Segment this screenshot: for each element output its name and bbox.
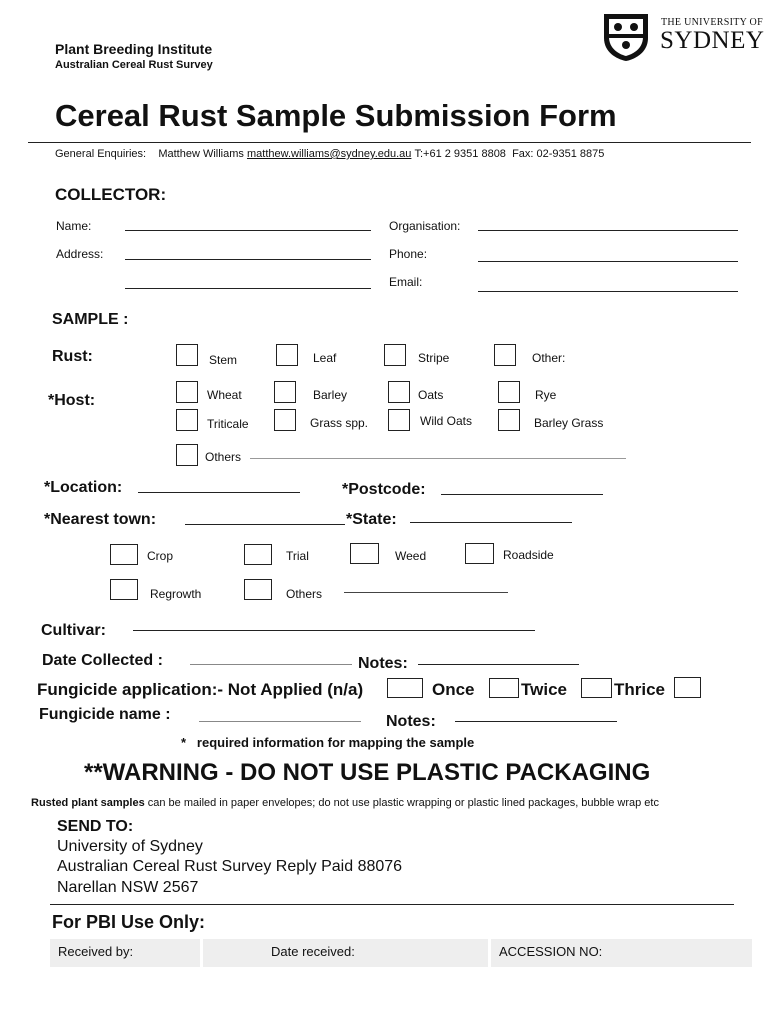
- host-wheat-label: Wheat: [207, 388, 242, 402]
- organisation-label: Organisation:: [389, 219, 461, 233]
- address-label: Address:: [56, 247, 104, 261]
- rust-stripe-label: Stripe: [418, 351, 450, 365]
- send-to-heading: SEND TO:: [57, 818, 134, 835]
- warning-text: Rusted plant samples can be mailed in paper envelopes; do not use plastic wrapping or plastic lined packages, bubble wrap etc: [31, 797, 659, 809]
- university-name: SYDNEY: [660, 27, 765, 54]
- notes-label: Notes:: [358, 655, 408, 672]
- date-collected-label: Date Collected :: [42, 652, 163, 669]
- cultivar-label: Cultivar:: [41, 622, 106, 639]
- fungicide-application-label: Fungicide application:- Not Applied (n/a): [37, 680, 364, 699]
- host-oats-checkbox[interactable]: [388, 381, 410, 403]
- received-by-cell[interactable]: Received by:: [50, 939, 200, 967]
- rust-leaf-checkbox[interactable]: [276, 344, 298, 366]
- cultivar-field[interactable]: [133, 630, 535, 631]
- name-field[interactable]: [125, 230, 371, 231]
- phone-field[interactable]: [478, 261, 738, 262]
- host-wheat-checkbox[interactable]: [176, 381, 198, 403]
- host-others-field[interactable]: [250, 458, 626, 459]
- address-field-line1[interactable]: [125, 259, 371, 260]
- fungicide-twice-checkbox[interactable]: [581, 678, 612, 698]
- site-others-label: Others: [286, 587, 323, 601]
- location-field[interactable]: [138, 492, 300, 493]
- host-barley-label: Barley: [313, 388, 348, 402]
- site-crop-label: Crop: [147, 549, 174, 563]
- fungicide-name-label: Fungicide name :: [39, 706, 171, 723]
- date-collected-field[interactable]: [190, 664, 352, 665]
- fungicide-twice-label: Twice: [521, 680, 567, 699]
- host-triticale-label: Triticale: [207, 417, 249, 431]
- host-others-checkbox[interactable]: [176, 444, 198, 466]
- collector-heading: COLLECTOR:: [55, 185, 167, 204]
- page-title: Cereal Rust Sample Submission Form: [55, 98, 617, 133]
- notes2-field[interactable]: [455, 721, 617, 722]
- state-label: *State:: [346, 511, 397, 528]
- nearest-town-label: *Nearest town:: [44, 511, 157, 528]
- host-barley-grass-checkbox[interactable]: [498, 409, 520, 431]
- rust-other-checkbox[interactable]: [494, 344, 516, 366]
- sample-heading: SAMPLE :: [52, 311, 129, 328]
- host-grass-label: Grass spp.: [310, 416, 369, 430]
- postcode-label: *Postcode:: [342, 481, 426, 498]
- postcode-field[interactable]: [441, 494, 603, 495]
- rust-label: Rust:: [52, 348, 93, 365]
- fungicide-thrice-checkbox[interactable]: [674, 677, 701, 698]
- university-crest-icon: [600, 10, 652, 62]
- send-to-line1: University of Sydney: [57, 838, 203, 855]
- site-trial-label: Trial: [286, 549, 309, 563]
- enquiries-line: General Enquiries: Matthew Williams matthew.williams@sydney.edu.au T:+61 2 9351 8808 Fax: 02-9351 8875: [55, 148, 605, 160]
- site-trial-checkbox[interactable]: [244, 544, 272, 565]
- host-grass-checkbox[interactable]: [274, 409, 296, 431]
- site-regrowth-checkbox[interactable]: [110, 579, 138, 600]
- fungicide-once-label: Once: [432, 680, 475, 699]
- host-others-label: Others: [205, 450, 242, 464]
- host-wild-oats-checkbox[interactable]: [388, 409, 410, 431]
- rust-stem-label: Stem: [209, 353, 238, 367]
- notes-field[interactable]: [418, 664, 579, 665]
- site-roadside-label: Roadside: [503, 548, 554, 562]
- site-others-checkbox[interactable]: [244, 579, 272, 600]
- divider: [50, 904, 734, 905]
- host-wild-oats-label: Wild Oats: [420, 414, 473, 428]
- email-label: Email:: [389, 275, 423, 289]
- rust-other-label: Other:: [532, 351, 566, 365]
- send-to-line2: Australian Cereal Rust Survey Reply Paid 88076: [57, 858, 403, 875]
- address-field-line2[interactable]: [125, 288, 371, 289]
- location-label: *Location:: [44, 479, 123, 496]
- site-crop-checkbox[interactable]: [110, 544, 138, 565]
- rust-leaf-label: Leaf: [313, 351, 337, 365]
- host-label: *Host:: [48, 392, 96, 409]
- site-regrowth-label: Regrowth: [150, 587, 202, 601]
- state-field[interactable]: [410, 522, 572, 523]
- organisation-field[interactable]: [478, 230, 738, 231]
- institute-name: Plant Breeding Institute: [55, 41, 213, 57]
- rust-stem-checkbox[interactable]: [176, 344, 198, 366]
- notes2-label: Notes:: [386, 713, 436, 730]
- host-barley-checkbox[interactable]: [274, 381, 296, 403]
- host-triticale-checkbox[interactable]: [176, 409, 198, 431]
- accession-cell[interactable]: ACCESSION NO:: [491, 939, 752, 967]
- fungicide-thrice-label: Thrice: [614, 680, 666, 699]
- host-rye-label: Rye: [535, 388, 557, 402]
- host-barley-grass-label: Barley Grass: [534, 416, 604, 430]
- phone-label: Phone:: [389, 247, 428, 261]
- fungicide-name-field[interactable]: [199, 721, 361, 722]
- host-rye-checkbox[interactable]: [498, 381, 520, 403]
- enquiries-email-link[interactable]: matthew.williams@sydney.edu.au: [246, 148, 412, 160]
- survey-name: Australian Cereal Rust Survey: [55, 59, 213, 71]
- university-label: THE UNIVERSITY OF: [661, 17, 763, 28]
- pbi-table: [50, 939, 752, 967]
- site-roadside-checkbox[interactable]: [465, 543, 494, 564]
- host-oats-label: Oats: [418, 388, 444, 402]
- send-to-line3: Narellan NSW 2567: [57, 879, 199, 896]
- nearest-town-field[interactable]: [185, 524, 345, 525]
- pbi-heading: For PBI Use Only:: [52, 912, 206, 932]
- email-field[interactable]: [478, 291, 738, 292]
- rust-stripe-checkbox[interactable]: [384, 344, 406, 366]
- required-note: * required information for mapping the sample: [181, 735, 475, 750]
- site-others-field[interactable]: [344, 592, 508, 593]
- fungicide-na-checkbox[interactable]: [387, 678, 423, 698]
- name-label: Name:: [56, 219, 92, 233]
- site-weed-checkbox[interactable]: [350, 543, 379, 564]
- warning-heading: **WARNING - DO NOT USE PLASTIC PACKAGING: [84, 759, 651, 786]
- site-weed-label: Weed: [395, 549, 427, 563]
- fungicide-once-checkbox[interactable]: [489, 678, 519, 698]
- date-received-cell[interactable]: Date received:: [203, 939, 488, 967]
